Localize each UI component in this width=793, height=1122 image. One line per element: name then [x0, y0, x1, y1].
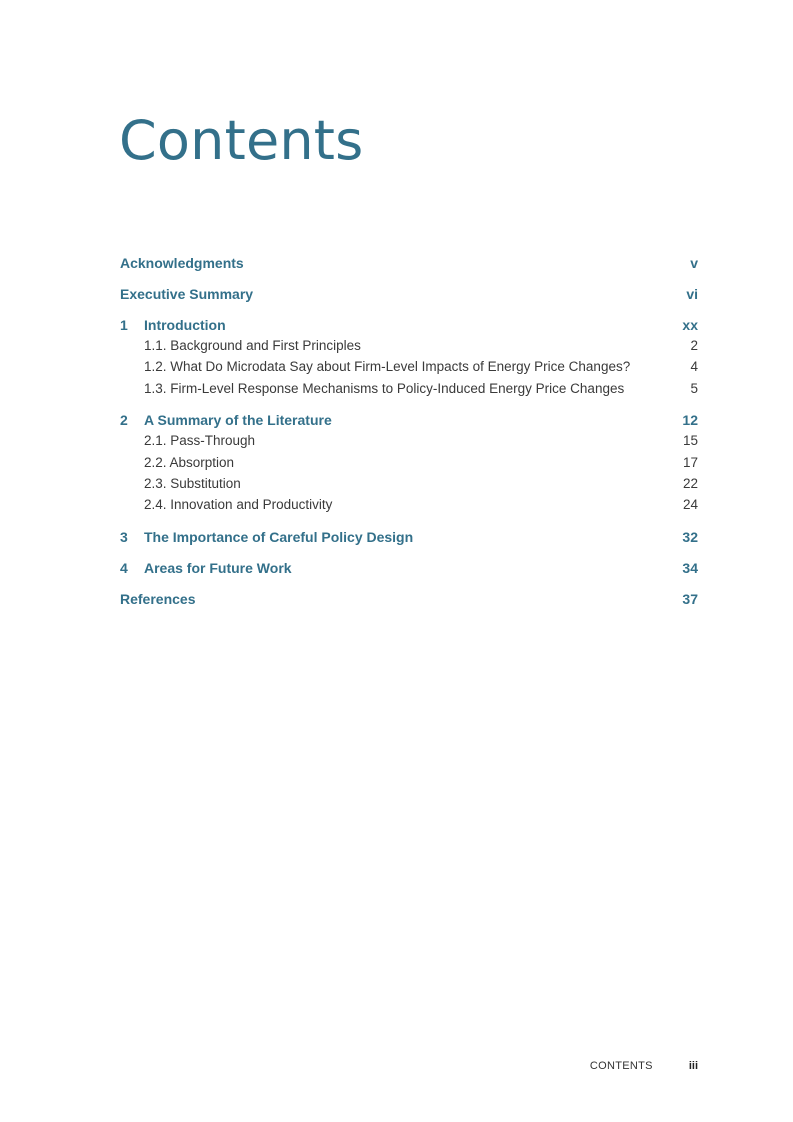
toc-section-label: 1.2. What Do Microdata Say about Firm-Level Impacts of Energy Price Changes? — [144, 359, 631, 375]
toc-group-chapter-2 — [120, 410, 698, 516]
toc-section-label: 2.3. Substitution — [144, 476, 241, 492]
page-footer — [560, 1058, 698, 1074]
toc-entry-future-work[interactable] — [120, 558, 698, 578]
table-of-contents — [120, 253, 698, 620]
toc-section-1-1[interactable] — [120, 335, 698, 356]
page-title: Contents — [119, 109, 364, 172]
toc-section-label: 2.4. Innovation and Productivity — [144, 497, 333, 513]
running-head: CONTENTS — [589, 1060, 653, 1072]
toc-group-chapter-3 — [120, 527, 698, 547]
toc-section-page: 24 — [682, 497, 698, 513]
toc-entry-label: References — [120, 590, 196, 607]
toc-section-page: 2 — [690, 338, 698, 353]
toc-group-executive-summary — [120, 284, 698, 304]
toc-entry-literature-summary[interactable] — [120, 410, 698, 430]
toc-chapter-number: 1 — [120, 317, 128, 333]
toc-entry-label: Acknowledgments — [120, 255, 244, 271]
toc-section-2-1[interactable] — [120, 430, 698, 451]
toc-entry-label: Areas for Future Work — [144, 559, 292, 576]
toc-section-2-2[interactable] — [120, 452, 698, 473]
toc-entry-label: The Importance of Careful Policy Design — [144, 528, 414, 545]
toc-section-label: 2.2. Absorption — [144, 454, 235, 470]
toc-section-2-4[interactable] — [120, 494, 698, 515]
toc-entry-label: A Summary of the Literature — [144, 412, 332, 429]
toc-entry-references[interactable] — [120, 589, 698, 609]
toc-entry-page: 37 — [682, 590, 698, 607]
toc-entry-page: v — [690, 255, 698, 271]
toc-group-references — [120, 589, 698, 609]
toc-section-label: 1.1. Background and First Principles — [144, 338, 361, 353]
toc-section-2-3[interactable] — [120, 473, 698, 494]
toc-entry-page: 32 — [682, 528, 698, 545]
toc-entry-acknowledgments[interactable] — [120, 253, 698, 273]
toc-section-page: 4 — [690, 359, 698, 375]
toc-entry-page: 12 — [682, 412, 698, 429]
toc-group-chapter-4 — [120, 558, 698, 578]
toc-chapter-number: 3 — [120, 528, 128, 545]
toc-section-1-3[interactable] — [120, 378, 698, 399]
toc-entry-label: Executive Summary — [120, 286, 254, 302]
toc-entry-introduction[interactable] — [120, 315, 698, 335]
toc-group-chapter-1 — [120, 315, 698, 399]
toc-section-label: 1.3. Firm-Level Response Mechanisms to Policy-Induced Energy Price Changes — [144, 380, 625, 396]
toc-group-acknowledgments — [120, 253, 698, 273]
toc-entry-page: xx — [682, 317, 698, 333]
toc-section-page: 17 — [682, 454, 698, 470]
toc-section-label: 2.1. Pass-Through — [144, 433, 256, 449]
toc-entry-label: Introduction — [144, 317, 226, 333]
toc-entry-policy-design[interactable] — [120, 527, 698, 547]
toc-entry-page: 34 — [682, 559, 698, 576]
toc-section-page: 5 — [690, 380, 698, 396]
toc-section-page: 22 — [682, 476, 698, 492]
page-number: iii — [688, 1060, 698, 1072]
toc-chapter-number: 4 — [120, 559, 128, 576]
toc-entry-page: vi — [686, 286, 698, 302]
toc-entry-executive-summary[interactable] — [120, 284, 698, 304]
toc-chapter-number: 2 — [120, 412, 128, 429]
toc-section-page: 15 — [682, 433, 698, 449]
toc-section-1-2[interactable] — [120, 356, 698, 377]
